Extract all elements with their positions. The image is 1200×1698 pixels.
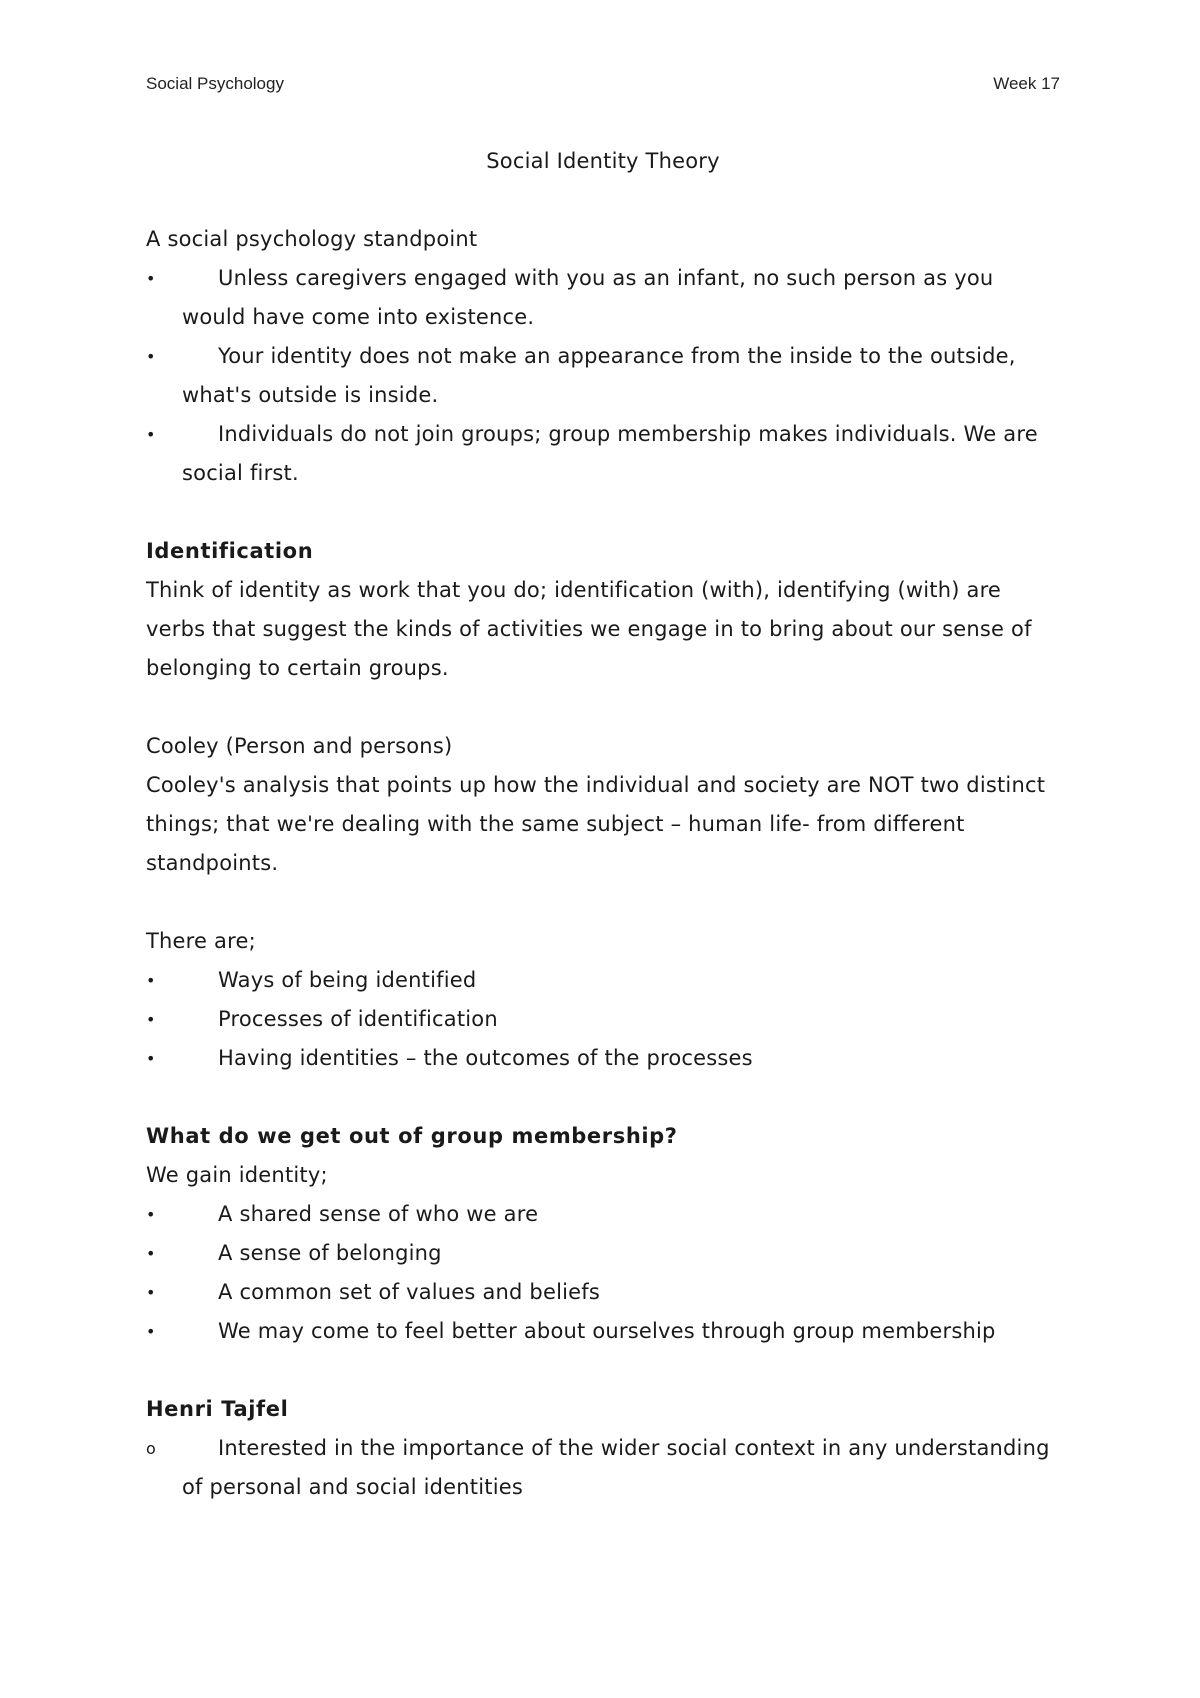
bullet-icon: •: [146, 425, 156, 444]
bullet-icon: •: [146, 1205, 156, 1224]
bullet-icon: •: [146, 1283, 156, 1302]
group-membership-lead: We gain identity;: [146, 1163, 328, 1187]
list-item: [146, 1195, 1060, 1234]
circle-bullet-icon: o: [146, 1439, 156, 1458]
page-header: [146, 74, 1060, 100]
list-item-text: Having identities – the outcomes of the processes: [218, 1046, 753, 1070]
list-item-text: Unless caregivers engaged with you as an infant, no such person as you would have come into existence.: [182, 266, 994, 329]
spacer: [146, 883, 1060, 922]
list-item-text: A shared sense of who we are: [218, 1202, 539, 1226]
document-body: [146, 142, 1060, 1507]
list-item: [146, 1312, 1060, 1351]
list-item: [146, 1000, 1060, 1039]
list-item-text: A common set of values and beliefs: [218, 1280, 601, 1304]
list-item-text: Processes of identification: [218, 1007, 498, 1031]
list-item: [146, 1429, 1060, 1507]
bullet-icon: •: [146, 1049, 156, 1068]
list-item-text: Your identity does not make an appearance from the inside to the outside, what's outside is inside.: [182, 344, 1016, 407]
bullet-icon: •: [146, 1322, 156, 1341]
identification-paragraph: Think of identity as work that you do; identification (with), identifying (with) are verbs that suggest the kinds of activities we engage in to bring about our sense of belonging to certain groups.: [146, 578, 1032, 680]
list-item: [146, 337, 1060, 415]
bullet-icon: •: [146, 347, 156, 366]
group-membership-heading: What do we get out of group membership?: [146, 1124, 678, 1148]
list-item-text: A sense of belonging: [218, 1241, 442, 1265]
spacer: [146, 688, 1060, 727]
intro-lead: A social psychology standpoint: [146, 227, 478, 251]
cooley-paragraph: Cooley's analysis that points up how the individual and society are NOT two distinct things; that we're dealing with the same subject – human life- from different standpoints.: [146, 773, 1046, 875]
there-are-bullet-list: [146, 961, 1060, 1078]
list-item: [146, 1273, 1060, 1312]
spacer: [146, 493, 1060, 532]
list-item-text: Individuals do not join groups; group membership makes individuals. We are social first.: [182, 422, 1038, 485]
intro-bullet-list: [146, 259, 1060, 493]
bullet-icon: •: [146, 1244, 156, 1263]
bullet-icon: •: [146, 269, 156, 288]
list-item-text: We may come to feel better about ourselves through group membership: [218, 1319, 996, 1343]
identification-heading: Identification: [146, 539, 314, 563]
group-membership-bullet-list: [146, 1195, 1060, 1351]
list-item: [146, 259, 1060, 337]
there-are-lead: There are;: [146, 929, 256, 953]
week-label: Week 17: [993, 74, 1060, 93]
list-item: [146, 961, 1060, 1000]
tajfel-heading: Henri Tajfel: [146, 1397, 289, 1421]
spacer: [146, 1078, 1060, 1117]
list-item: [146, 1234, 1060, 1273]
list-item: [146, 1039, 1060, 1078]
bullet-icon: •: [146, 971, 156, 990]
list-item: [146, 415, 1060, 493]
course-name: Social Psychology: [146, 74, 284, 93]
list-item-text: Ways of being identified: [218, 968, 477, 992]
spacer: [146, 1351, 1060, 1390]
list-item-text: Interested in the importance of the wider social context in any understanding of personal and social identities: [182, 1436, 1050, 1499]
document-title: Social Identity Theory: [486, 149, 720, 173]
tajfel-bullet-list: [146, 1429, 1060, 1507]
bullet-icon: •: [146, 1010, 156, 1029]
cooley-heading: Cooley (Person and persons): [146, 734, 453, 758]
